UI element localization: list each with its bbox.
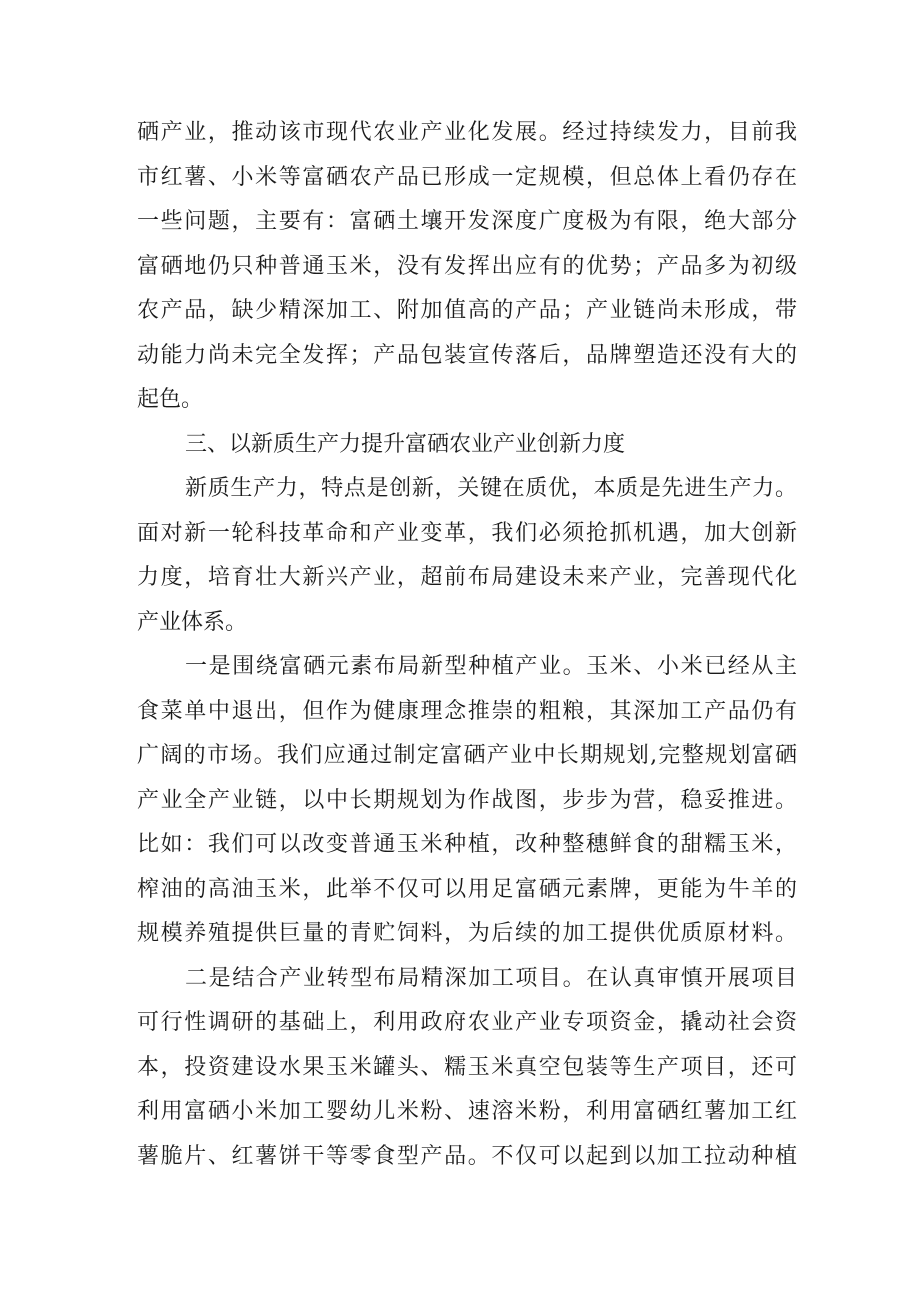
paragraph-line: 动能力尚未完全发挥；产品包装宣传落后，品牌塑造还没有大的 <box>137 342 797 368</box>
paragraph-line: 产业全产业链，以中长期规划为作战图，步步为营，稳妥推进。 <box>137 787 797 813</box>
paragraph-line: 利用富硒小米加工婴幼儿米粉、速溶米粉，利用富硒红薯加工红 <box>137 1099 797 1124</box>
paragraph-line: 面对新一轮科技革命和产业变革，我们必须抢抓机遇，加大创新 <box>137 520 797 546</box>
paragraph-line: 可行性调研的基础上，利用政府农业产业专项资金，撬动社会资 <box>137 1010 797 1035</box>
paragraph-line: 农产品，缺少精深加工、附加值高的产品；产业链尚未形成，带 <box>137 298 797 323</box>
paragraph-line: 规模养殖提供巨量的青贮饲料，为后续的加工提供优质原材料。 <box>137 921 797 946</box>
paragraph-line: 比如：我们可以改变普通玉米种植，改种整穗鲜食的甜糯玉米， <box>137 832 797 857</box>
paragraph-line: 榨油的高油玉米，此举不仅可以用足富硒元素牌，更能为牛羊的 <box>137 876 797 902</box>
paragraph-line: 薯脆片、红薯饼干等零食型产品。不仅可以起到以加工拉动种植 <box>137 1143 797 1169</box>
paragraph-line: 本，投资建设水果玉米罐头、糯玉米真空包装等生产项目，还可 <box>137 1054 797 1080</box>
section-heading: 三、以新质生产力提升富硒农业产业创新力度 <box>185 431 626 457</box>
paragraph-line: 新质生产力，特点是创新，关键在质优，本质是先进生产力。 <box>185 476 797 501</box>
paragraph-line: 二是结合产业转型布局精深加工项目。在认真审慎开展项目 <box>185 965 797 991</box>
document-body <box>137 111 797 1179</box>
paragraph-line: 广阔的市场。我们应通过制定富硒产业中长期规划,完整规划富硒 <box>137 743 797 768</box>
paragraph-line: 市红薯、小米等富硒农产品已形成一定规模，但总体上看仍存在 <box>137 164 797 190</box>
paragraph-line: 产业体系。 <box>137 609 248 635</box>
paragraph-line: 食菜单中退出，但作为健康理念推崇的粗粮，其深加工产品仍有 <box>137 698 797 724</box>
paragraph-line: 硒产业，推动该市现代农业产业化发展。经过持续发力，目前我 <box>137 120 797 145</box>
paragraph-line: 富硒地仍只种普通玉米，没有发挥出应有的优势；产品多为初级 <box>137 253 797 279</box>
paragraph-line: 一是围绕富硒元素布局新型种植产业。玉米、小米已经从主 <box>185 654 797 679</box>
paragraph-line: 起色。 <box>137 387 204 412</box>
paragraph-line: 一些问题，主要有：富硒土壤开发深度广度极为有限，绝大部分 <box>137 209 797 234</box>
paragraph-line: 力度，培育壮大新兴产业，超前布局建设未来产业，完善现代化 <box>137 565 797 590</box>
